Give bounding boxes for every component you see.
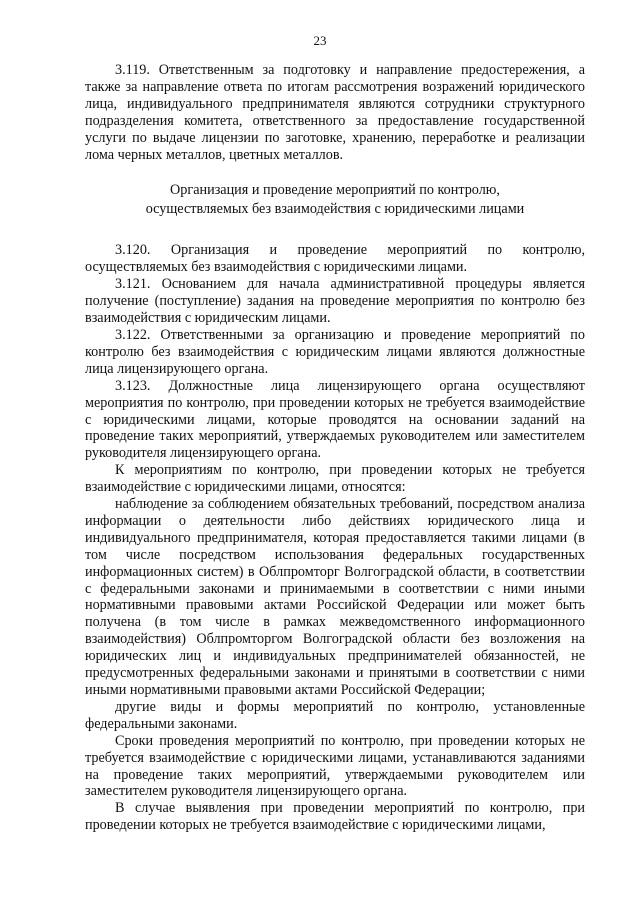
paragraph-activities-intro: К мероприятиям по контролю, при проведении которых не требуется взаимодействие с юридическими лицами, относятся: [85,462,585,496]
paragraph-3-122: 3.122. Ответственными за организацию и проведение мероприятий по контролю без взаимодействия с юридическим лицами являются должностные лица лицензирующего органа. [85,326,585,377]
section-heading-line-2: осуществляемых без взаимодействия с юридическими лицами [145,200,525,217]
paragraph-deadlines: Сроки проведения мероприятий по контролю, при проведении которых не требуется взаимодействие с юридическими лицами, устанавливаются заданиями на проведение таких мероприятий, утверждаемыми руководителем или заместителем руководителя лицензирующего органа. [85,732,585,800]
paragraph-other-forms: другие виды и формы мероприятий по контролю, установленные федеральными законами. [85,698,585,732]
paragraph-observation: наблюдение за соблюдением обязательных требований, посредством анализа информации о деятельности либо действиях юридического лица и индивидуального предпринимателя, которая предоставляется такими лицами (в том числе посредством использования федеральных государственных информационных систем) в Облпромторг Волгоградской области, в соответствии с федеральными законами и принимаемыми в соответствии с ними иными нормативными правовыми актами Российской Федерации или может быть получена (в том числе в рамках межведомственного информационного взаимодействия) Облпромторгом Волгоградской области без возложения на юридических лиц и индивидуальных предпринимателей обязанностей, не предусмотренных федеральными законами и принятыми в соответствии с ними иными нормативными правовыми актами Российской Федерации; [85,496,585,698]
document-body [85,62,585,834]
paragraph-3-123: 3.123. Должностные лица лицензирующего органа осуществляют мероприятия по контролю, при проведении которых не требуется взаимодействие с юридическими лицами, которые проводятся на основании заданий на проведение таких мероприятий, утверждаемых руководителем или заместителем руководителя лицензирующего органа. [85,377,585,462]
page-number: 23 [313,33,327,48]
paragraph-3-121: 3.121. Основанием для начала административной процедуры является получение (поступление) задания на проведение мероприятия по контролю без взаимодействия с юридическим лицами. [85,276,585,327]
section-heading [85,181,585,218]
paragraph-violations: В случае выявления при проведении мероприятий по контролю, при проведении которых не требуется взаимодействие с юридическими лицами, [85,800,585,834]
paragraph-3-119: 3.119. Ответственным за подготовку и направление предостережения, а также за направление ответа по итогам рассмотрения возражений юридического лица, индивидуального предпринимателя являются сотрудники структурного подразделения комитета, ответственного за предоставление государственной услуги по выдаче лицензии по заготовке, хранению, переработке и реализации лома черных металлов, цветных металлов. [85,62,585,163]
paragraph-3-120: 3.120. Организация и проведение мероприятий по контролю, осуществляемых без взаимодействия с юридическими лицами. [85,242,585,276]
section-heading-line-1: Организация и проведение мероприятий по контролю, [170,182,500,199]
